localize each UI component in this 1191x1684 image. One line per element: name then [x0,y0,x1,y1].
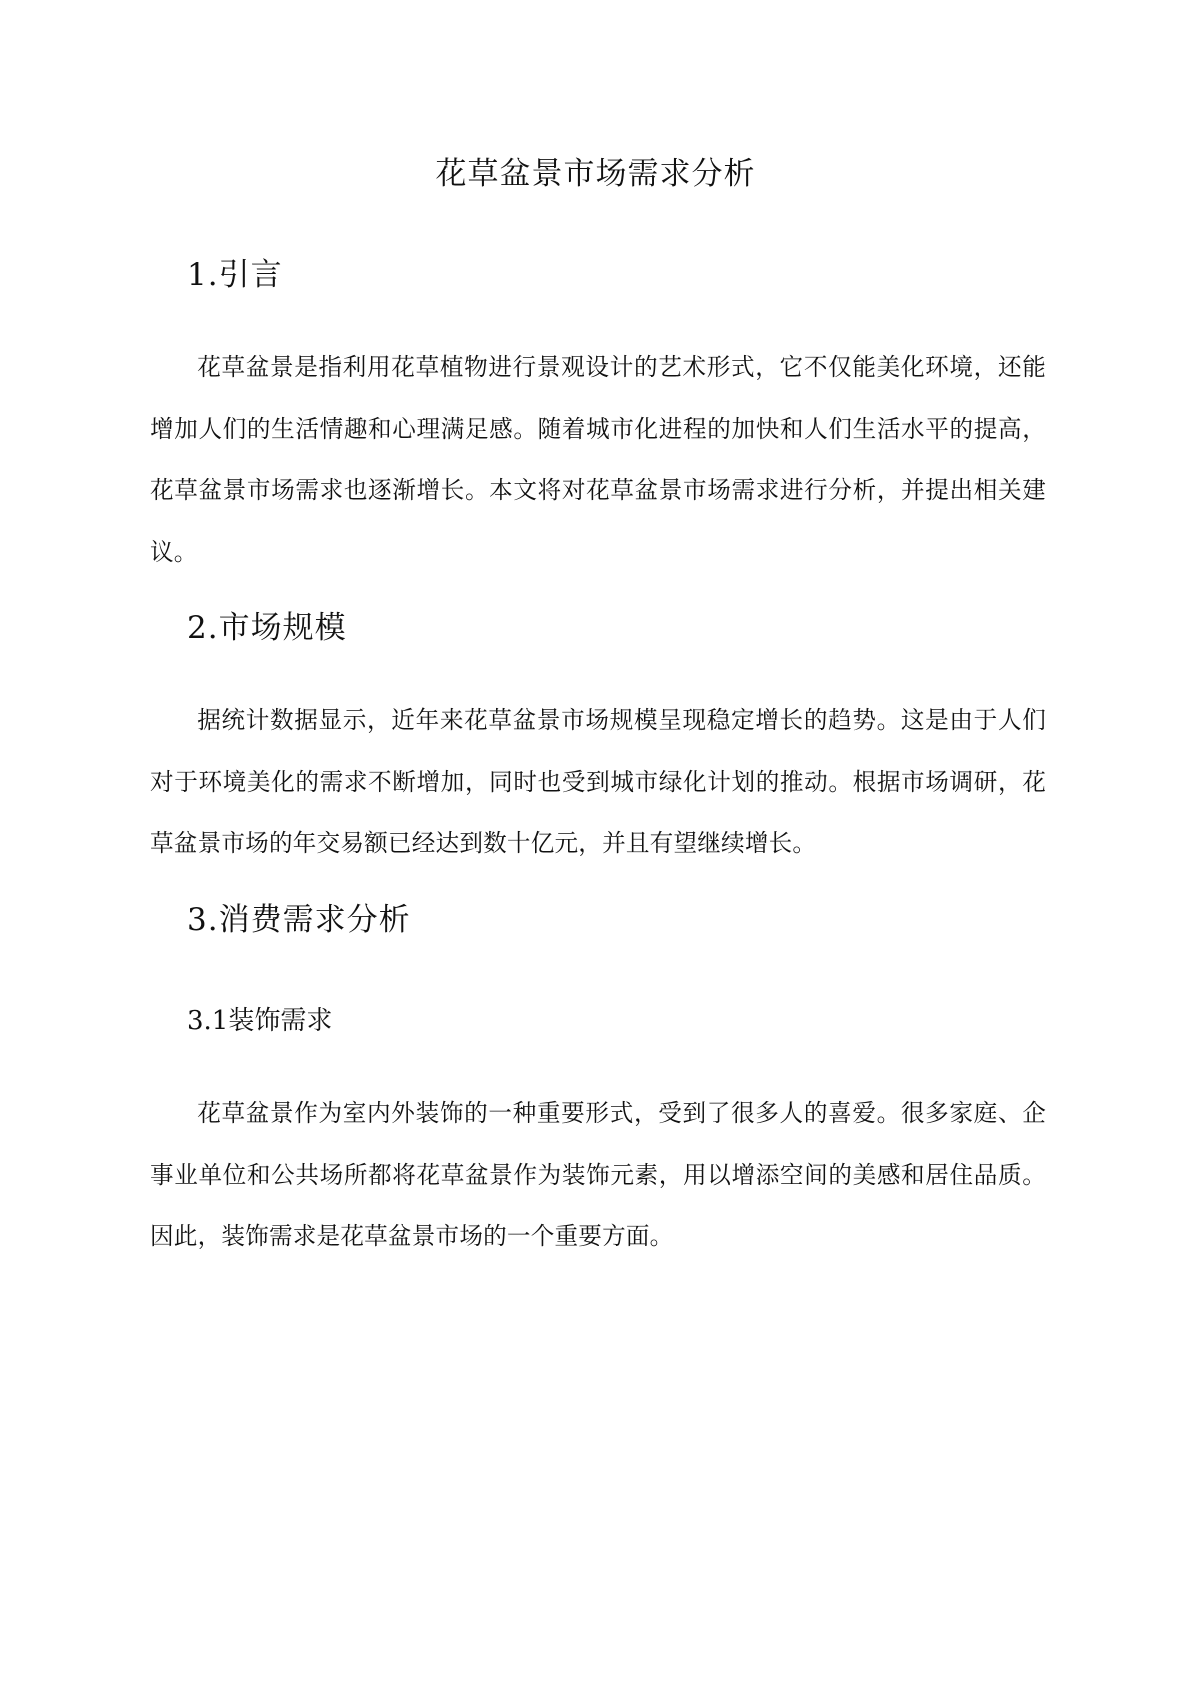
section-paragraph-market-size: 据统计数据显示，近年来花草盆景市场规模呈现稳定增长的趋势。这是由于人们对于环境美化的需求不断增加，同时也受到城市绿化计划的推动。根据市场调研，花草盆景市场的年交易额已经达到数十亿元，并且有望继续增长。 [150,706,1046,857]
subsection-heading-decoration-demand: 3.1装饰需求 [187,1006,333,1036]
section-heading-market-size: 2.市场规模 [187,610,347,646]
section-heading-consumer-demand: 3.消费需求分析 [187,902,411,938]
section-paragraph-introduction: 花草盆景是指利用花草植物进行景观设计的艺术形式，它不仅能美化环境，还能增加人们的生活情趣和心理满足感。随着城市化进程的加快和人们生活水平的提高，花草盆景市场需求也逐渐增长。本文将对花草盆景市场需求进行分析，并提出相关建议。 [150,353,1046,566]
document-title: 花草盆景市场需求分析 [435,156,756,192]
subsection-paragraph-decoration-demand: 花草盆景作为室内外装饰的一种重要形式，受到了很多人的喜爱。很多家庭、企事业单位和公共场所都将花草盆景作为装饰元素，用以增添空间的美感和居住品质。因此，装饰需求是花草盆景市场的一个重要方面。 [150,1099,1046,1250]
section-heading-introduction: 1.引言 [187,257,283,293]
